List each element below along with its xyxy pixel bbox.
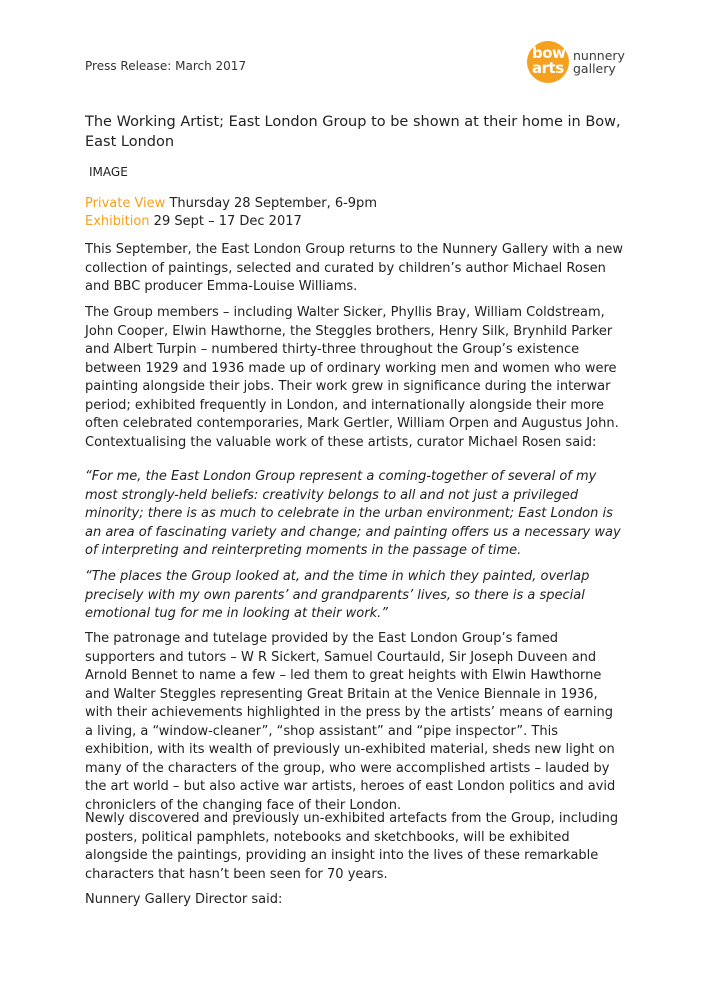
paragraph-artefacts: Newly discovered and previously un-exhibited artefacts from the Group, including posters, political pamphlets, notebooks and sketchbooks, will be exhibited alongside the paintings, providing an insight into the lives of these remarkable characters that hasn’t been seen for 70 years.	[85, 811, 619, 882]
quote-rosen-2: “The places the Group looked at, and the time in which they painted, overlap precisely with my own parents’ and grandparents’ lives, so there is a special emotional tug for me in looking at their work.”	[85, 569, 590, 621]
event-details	[85, 195, 377, 231]
paragraph-patronage: The patronage and tutelage provided by the East London Group’s famed supporters and tutors – W R Sickert, Samuel Courtauld, Sir Joseph Duveen and Arnold Bennet to name a few – led them to great heights with Elwin Hawthorne and Walter Steggles representing Great Britain at the Venice Biennale in 1936, with their achievements highlighted in the press by the artists’ means of earning a living, a “window-cleaner”, “shop assistant” and “pipe inspector”. This exhibition, with its wealth of previously un-exhibited material, sheds new light on many of the characters of the group, who were accomplished artists – lauded by the art world – but also active war artists, heroes of east London politics and avid chroniclers of the changing face of their London.	[85, 631, 616, 813]
logo-text-line1: nunnery	[573, 48, 625, 63]
image-placeholder: IMAGE	[89, 165, 128, 179]
private-view-label: Private View	[85, 196, 166, 211]
private-view-row	[85, 195, 377, 213]
logo-mark	[527, 41, 569, 83]
quote-rosen-1: “For me, the East London Group represent a coming-together of several of my most strongly-held beliefs: creativity belongs to all and not just a privileged minority; there is as much to celebrate in the urban environment; East London is an area of fascinating variety and change; and painting offers us a necessary way of interpreting and reinterpreting moments in the passage of time.	[85, 469, 621, 558]
logo-mark-bottom: arts	[532, 59, 564, 77]
bow-arts-nunnery-gallery-logo	[527, 41, 625, 83]
logo-text-line2: gallery	[573, 61, 616, 76]
header-label: Press Release: March 2017	[85, 59, 247, 73]
exhibition-label: Exhibition	[85, 214, 150, 229]
page-title: The Working Artist; East London Group to be shown at their home in Bow, East London	[85, 114, 621, 150]
paragraph-group-members: The Group members – including Walter Sicker, Phyllis Bray, William Coldstream, John Cooper, Elwin Hawthorne, the Steggles brothers, Henry Silk, Brynhild Parker and Albert Turpin – numbered thirty-three throughout the Group’s existence between 1929 and 1936 made up of ordinary working men and women who were painting alongside their jobs. Their work grew in significance during the interwar period; exhibited frequently in London, and internationally alongside their more often celebrated contemporaries, Mark Gertler, William Orpen and Augustus John. Contextualising the valuable work of these artists, curator Michael Rosen said:	[85, 305, 619, 450]
paragraph-director: Nunnery Gallery Director said:	[85, 892, 283, 907]
paragraph-intro: This September, the East London Group returns to the Nunnery Gallery with a new collection of paintings, selected and curated by children’s author Michael Rosen and BBC producer Emma-Louise Williams.	[85, 242, 623, 294]
exhibition-row	[85, 213, 377, 231]
logo-mark-top: bow	[532, 44, 566, 62]
exhibition-value: 29 Sept – 17 Dec 2017	[153, 214, 302, 229]
logo-wordmark	[573, 49, 625, 75]
private-view-value: Thursday 28 September, 6-9pm	[169, 196, 377, 211]
